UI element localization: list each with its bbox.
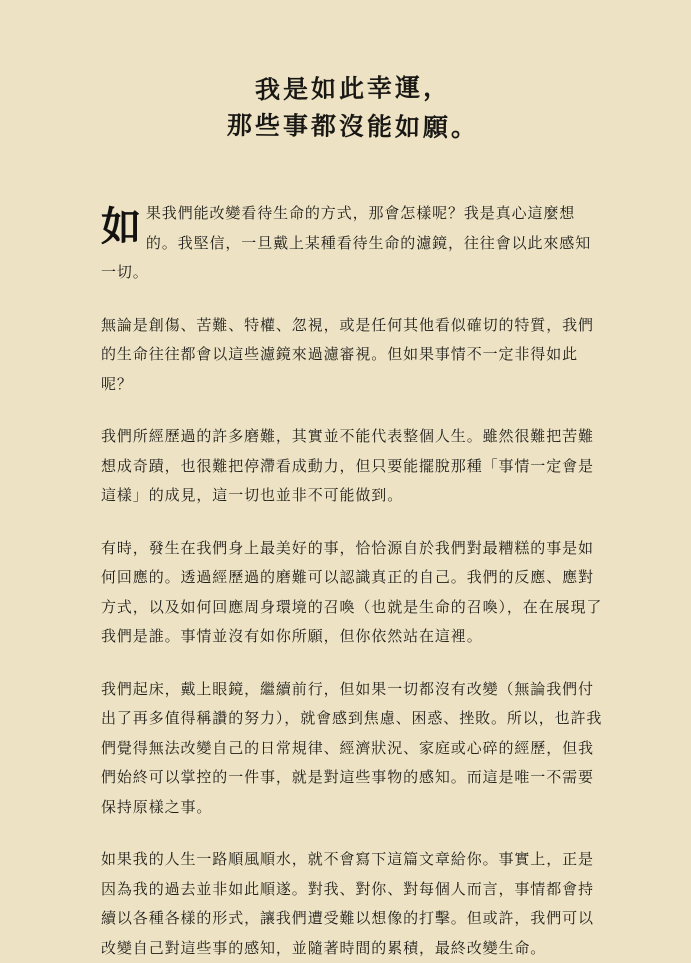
paragraph-1-text: 果我們能改變看待生命的方式，那會怎樣呢？我是真心這麼想的。我堅信，一旦戴上某種看待生命的濾鏡，往往會以此來感知一切。: [101, 204, 592, 281]
title-line-1: 我是如此幸運，: [254, 72, 452, 105]
paragraph-1: [101, 199, 605, 288]
paragraph-6: 如果我的人生一路順風順水，就不會寫下這篇文章給你。事實上，正是因為我的過去並非如此順遂。對我、對你、對每個人而言，事情都會持續以各種各樣的形式，讓我們遭受難以想像的打擊。但或許，我們可以改變自己對這些事的感知，並隨著時間的累積，最終改變生命。: [101, 850, 594, 957]
article-body: [101, 199, 605, 963]
paragraph-4: 有時，發生在我們身上最美好的事，恰恰源自於我們對最糟糕的事是如何回應的。透過經歷過的磨難可以認識真正的自己。我們的反應、應對方式，以及如何回應周身環境的召喚（也就是生命的召喚），在在展現了我們是誰。事情並沒有如你所願，但你依然站在這裡。: [101, 538, 603, 645]
page-title: [101, 70, 605, 146]
drop-cap: 如: [101, 204, 142, 250]
paragraph-5: 我們起床，戴上眼鏡，繼續前行，但如果一切都沒有改變（無論我們付出了再多值得稱讚的努力），就會感到焦慮、困惑、挫敗。所以，也許我們覺得無法改變自己的日常規律、經濟狀況、家庭或心碎的經歷，但我們始終可以掌控的一件事，就是對這些事物的感知。而這是唯一不需要保持原樣之事。: [101, 679, 603, 816]
paragraph-3: 我們所經歷過的許多磨難，其實並不能代表整個人生。雖然很難把苦難想成奇蹟，也很難把停滯看成動力，但只要能擺脫那種「事情一定會是這樣」的成見，這一切也並非不可能做到。: [101, 427, 594, 504]
paragraph-2: 無論是創傷、苦難、特權、忽視，或是任何其他看似確切的特質，我們的生命往往都會以這些濾鏡來過濾審視。但如果事情不一定非得如此呢？: [101, 315, 594, 393]
title-line-2: 那些事都沒能如願。: [226, 110, 480, 143]
